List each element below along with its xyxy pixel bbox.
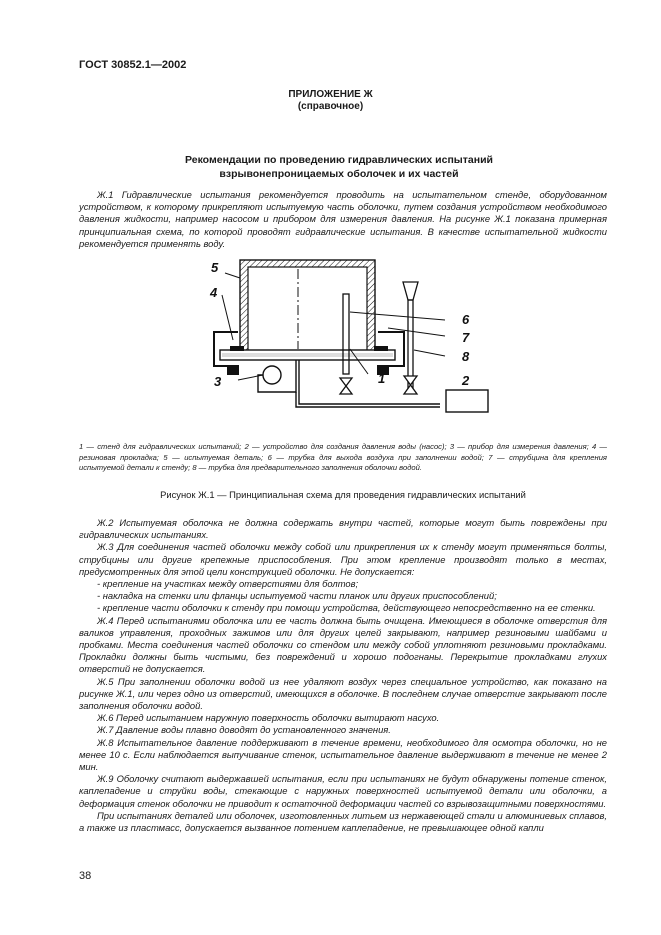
page-number: 38 (79, 870, 92, 882)
appendix-title: ПРИЛОЖЕНИЕ Ж (288, 89, 373, 100)
paragraph-zh2: Ж.2 Испытуемая оболочка не должна содержать внутри частей, которые могут быть повреждены при гидравлических испытаниях. (79, 517, 607, 541)
figure-caption: Рисунок Ж.1 — Принципиальная схема для проведения гидравлических испытаний (160, 489, 526, 500)
paragraph-zh4: Ж.4 Перед испытаниями оболочка или ее часть должна быть очищена. Имеющиеся в оболочке отверстия для валиков управления, проходных зажимов или для других целей закрывают, например резиновыми шайбами и пробками. Места соединения частей оболочки со стендом или между собой уплотняют резиновыми прокладками. Прокладки должны быть чистыми, без повреждений и хорошо подогнаны. Перекрытие прокладками глухих отверстий не допускается. (79, 614, 607, 675)
figure-label-2: 2 (462, 373, 470, 388)
section-title-line2: взрывонепроницаемых оболочек и их частей (219, 168, 459, 180)
hydraulic-test-diagram (200, 254, 500, 414)
gasket-right-shape (374, 346, 388, 351)
figure-label-3: 3 (214, 374, 222, 389)
intro-paragraph: Ж.1 Гидравлические испытания рекомендуется проводить на испытательном стенде, оборудованном устройством, к которому прикрепляют испытуемую часть оболочки, путем создания устройством необходимого давления жидкости, например насосом и прибором для измерения давления. На рисунке Ж.1 показана примерная принципиальная схема, по которой проводят гидравлические испытания. В качестве испытательной жидкости рекомендуется применять воду. (79, 189, 607, 249)
section-title (79, 153, 599, 181)
pump-box-shape (446, 390, 488, 412)
figure-label-5: 5 (211, 260, 219, 275)
standard-header: ГОСТ 30852.1—2002 (79, 59, 187, 71)
figure-label-1: 1 (378, 371, 386, 386)
paragraph-zh3: Ж.3 Для соединения частей оболочки между собой или прикрепления их к стенду могут применяться болты, струбцины или другие крепежные приспособления. При этом крепление производят только в местах, предусмотренных для этой цели конструкцией оболочки. Не допускается: (79, 541, 607, 577)
appendix-heading (0, 89, 661, 113)
list-item: - накладка на стенки или фланцы испытуемой части планок или других приспособлений; (97, 590, 497, 602)
paragraph-castings: При испытаниях деталей или оболочек, изготовленных литьем из нержавеющей стали и алюминиевых сплавов, а также из пластмасс, допускается вызванное потением каплепадение, не превышающее одной капли (79, 809, 607, 834)
paragraph-zh6: Ж.6 Перед испытанием наружную поверхность оболочки вытирают насухо. (97, 712, 440, 724)
figure-label-7: 7 (462, 330, 470, 345)
appendix-subtitle: (справочное) (297, 101, 364, 112)
figure-label-4: 4 (210, 285, 218, 300)
list-item: - крепление части оболочки к стенду при помощи устройства, действующего непосредственно на ее стенки. (97, 602, 596, 614)
list-item: - крепление на участках между отверстиями для болтов; (97, 578, 359, 590)
section-title-line1: Рекомендации по проведению гидравлических испытаний (184, 154, 494, 166)
paragraph-zh9: Ж.9 Оболочку считают выдержавшей испытания, если при испытаниях не будут обнаружены потение стенок, каплепадение и струйки воды, стекающие с наружных поверхностей испытуемой детали или оболочки, а деформация стенок оболочки не приводит к остаточной деформации частей со взрывозащитными поверхностями. (79, 773, 607, 809)
paragraph-zh8: Ж.8 Испытательное давление поддерживают в течение времени, необходимого для осмотра оболочки, но не менее 10 с. Если наблюдается выпучивание стенок, испытательное давление выдерживают в течение не менее 2 мин. (79, 736, 607, 773)
paragraph-zh7: Ж.7 Давление воды плавно доводят до установленного значения. (97, 724, 391, 736)
test-stand-shape (220, 350, 395, 360)
paragraph-zh5: Ж.5 При заполнении оболочки водой из нее удаляют воздух через специальное устройство, как показано на рисунке Ж.1, или через одно из отверстий, имеющихся в оболочке. В последнем случае отверстие закрывают после заполнения оболочки водой. (79, 675, 607, 712)
gasket-left-shape (230, 346, 244, 351)
body-text (79, 517, 607, 834)
tested-part-shape (240, 260, 375, 354)
figure-label-6: 6 (462, 312, 470, 327)
fill-tube-shape (403, 282, 418, 394)
figure-legend: 1 — стенд для гидравлических испытаний; 2 — устройство для создания давления воды (насос); 3 — прибор для измерения давления; 4 — резиновая прокладка; 5 — испытуемая деталь; 6 — трубка для выхода воздуха при заполнении водой; 7 — струбцина для крепления испытуемой детали к стенду; 8 — трубка для предварительного заполнения оболочки водой. (79, 442, 607, 473)
figure-label-8: 8 (462, 349, 470, 364)
